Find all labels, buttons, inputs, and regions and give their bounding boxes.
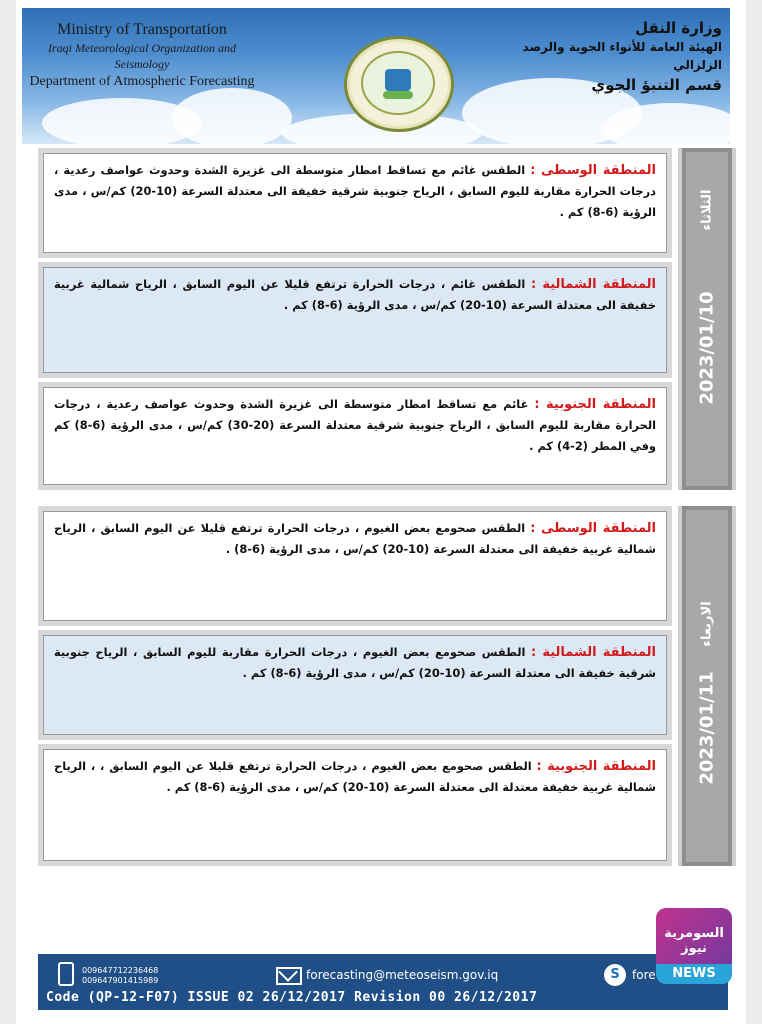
email-link[interactable]: forecasting@meteoseism.gov.iq [306,968,499,982]
header-banner [22,8,730,144]
phone-number-1: 009647712236468 [82,966,159,975]
header-english [22,20,262,92]
organization-logo [344,36,454,132]
header-arabic [492,18,722,96]
region-forecast-text: الطقس صحومع بعض الغيوم ، درجات الحرارة ترتفع قليلا عن اليوم السابق ، ، الرياح شمالية غربية خفيفة معتدلة الى معتدلة السرعة (10-20) كم/س ، مدى الرؤية (6-8) كم . [54,759,656,794]
phone-icon [58,962,74,986]
region-central-day2 [38,506,672,626]
day-name: الاربعاء [699,601,715,647]
date-label: 2023/01/11 [696,671,718,785]
document-code-line: Code (QP-12-F07) ISSUE 02 26/12/2017 Revision 00 26/12/2017 [46,990,538,1005]
phone-numbers [82,966,158,986]
region-forecast-text: الطقس صحومع بعض الغيوم ، درجات الحرارة مقاربة لليوم السابق ، الرياح جنوبية شرقية خفيفة الى معتدلة السرعة (10-20) كم/س ، مدى الرؤية (6-8) كم . [54,645,656,680]
region-name: المنطقة الشمالية : [530,645,656,660]
date-tab-day1 [678,148,736,490]
region-north-day2 [38,630,672,740]
region-forecast-text: الطقس غائم مع تساقط امطار متوسطة الى غزيرة الشدة وحدوث عواصف رعدية ، درجات الحرارة مقاربة لليوم السابق ، الرياح جنوبية شرقية خفيفة الى معتدلة السرعة (10-20) كم/س ، مدى الرؤية (6-8) كم . [54,163,657,219]
date-tab-day2 [678,506,736,866]
ministry-name-ar: وزارة النقل [635,19,722,37]
region-forecast-text: الطقس صحومع بعض الغيوم ، درجات الحرارة ترتفع قليلا عن اليوم السابق ، الرياح شمالية غربية خفيفة الى معتدلة السرعة (10-20) كم/س ، مدى الرؤية (6-8) . [54,521,656,556]
region-north-day1 [38,262,672,378]
region-south-day1 [38,382,672,490]
ministry-name-en: Ministry of Transportation [57,21,227,38]
region-name: المنطقة الوسطى : [530,521,657,536]
organization-name-en: Iraqi Meteorological Organization and Seismology [47,41,237,71]
department-name-en: Department of Atmospheric Forecasting [29,74,255,89]
region-forecast-text: غائم مع تساقط امطار متوسطة الى غزيرة الشدة وحدوث عواصف رعدية ، درجات الحرارة مقاربة لليوم السابق ، الرياح جنوبية شرقية معتدلة السرعة (20-30) كم/س ، مدى الرؤية (6-8) كم وفي المطر (2-4) كم . [54,397,656,453]
organization-name-ar: الهيئة العامة للأنواء الجوية والرصد الزلزالي [522,40,722,72]
mail-icon [276,967,302,985]
news-logo-label: NEWS [672,966,716,981]
news-watermark-logo [656,908,732,984]
region-central-day1 [38,148,672,258]
region-name: المنطقة الشمالية : [530,277,657,292]
region-name: المنطقة الوسطى : [530,163,656,178]
date-label: 2023/01/10 [696,291,718,405]
day-name: الثلاثاء [699,189,715,231]
region-name: المنطقة الجنوبية : [534,397,657,412]
region-name: المنطقة الجنوبية : [536,759,656,774]
phone-number-2: 009647901415989 [82,976,159,985]
region-forecast-text: الطقس غائم ، درجات الحرارة ترتفع قليلا عن اليوم السابق ، الرياح شمالية غربية خفيفة الى معتدلة السرعة (10-20) كم/س ، مدى الرؤية (6-8) كم . [54,277,656,312]
region-south-day2 [38,744,672,866]
news-logo-title: السومرية نيوز [664,926,724,956]
footer [38,954,728,1010]
skype-handle[interactable]: fore [632,968,656,982]
department-name-ar: قسم التنبؤ الجوي [591,76,722,94]
skype-icon: S [604,964,626,986]
